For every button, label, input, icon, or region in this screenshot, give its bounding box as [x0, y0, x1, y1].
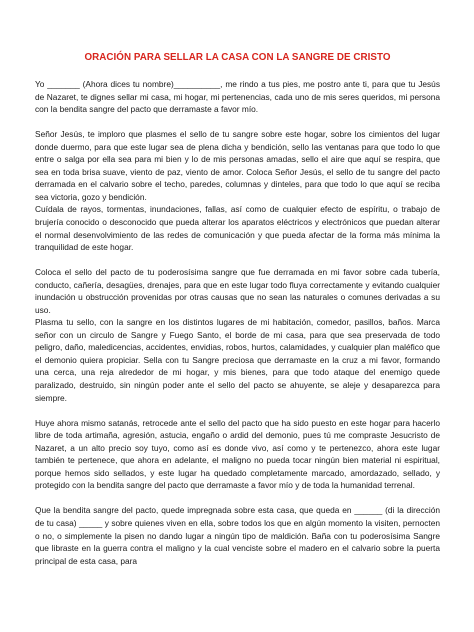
document-title: ORACIÓN PARA SELLAR LA CASA CON LA SANGRE DE CRISTO [84, 52, 391, 63]
paragraph-3: Cuídala de rayos, tormentas, inundaciones, fallas, así como de cualquier efecto de espíritu, o trabajo de brujería conocido o desconocido que pueda alterar los aparatos eléctricos y electrónicos que puedan alterar el normal desenvolvimiento de las redes de comunicación y que pueda afectar de la forma más mínima la tranquilidad de este hogar. [35, 204, 440, 253]
paragraph-7: Que la bendita sangre del pacto, quede impregnada sobre esta casa, que queda en ______ (di la dirección de tu casa) _____ y sobre quienes viven en ella, sobre todos los que en algún momento la visiten, pernocten o no, o simplemente la pisen no dando lugar a ningún tipo de maldición. Baña con tu poderosísima Sangre que libraste en la guerra contra el maligno y la cual venciste sobre el madero en el calvario sobre la puerta principal de esta casa, para [35, 505, 440, 566]
paragraph-1: Yo _______ (Ahora dices tu nombre)__________, me rindo a tus pies, me postro ante ti, para que tu Jesús de Nazaret, te dignes sellar mi casa, mi hogar, mi pertenencias, cada uno de mis seres queridos, mi persona con la bendita sangre del pacto que derramaste a favor mío. [35, 79, 440, 115]
paragraph-2: Señor Jesús, te imploro que plasmes el sello de tu sangre sobre este hogar, sobre los cimientos del lugar donde duermo, para que este lugar sea de plena dicha y bendición, sello las ventanas para que todo lo que entre o salga por ella sea para mi bien y lo de mis personas amadas, sello el aire que aquí se respira, que sea en toda brisa suave, viento de paz, viento de amor. Coloca Señor Jesús, el sello de tu sangre del pacto derramada en el calvario sobre el techo, paredes, columnas y dinteles, para que todo lo que aquí se reciba sea victoria, gozo y bendición. [35, 129, 440, 202]
paragraph-5: Plasma tu sello, con la sangre en los distintos lugares de mi habitación, comedor, pasillos, baños. Marca señor con un circulo de Sangre y Fuego Santo, el borde de mi casa, para que sea preservada de todo peligro, daño, maledicencias, accidentes, envidias, robos, hurtos, calamidades, y cualquier plan maléfico que el demonio quiera propiciar. Sella con tu Sangre preciosa que derramaste en la cruz a mi favor, formando una cerca, una reja alrededor de mi hogar, y mis bienes, para que todo ataque del enemigo quede paralizado, destruido, sin ningún poder ante el sello del pacto se ahuyente, se aleje y desaparezca para siempre. [35, 317, 440, 403]
paragraph-6: Huye ahora mismo satanás, retrocede ante el sello del pacto que ha sido puesto en este hogar para hacerlo libre de toda artimaña, agresión, astucia, engaño o ardid del demonio, pues tú me compraste Jesucristo de Nazaret, a un alto precio soy tuyo, como así es donde vivo, así como y te pertenezco, ahora este lugar también te pertenece, que ahora en adelante, el maligno no pueda tocar ningún bien material ni espiritual, porque hemos sido sellados, y este lugar ha quedado completamente marcado, amordazado, sellado, y protegido con la bendita sangre del pacto que derramaste a favor mío y de toda la humanidad terrenal. [35, 417, 440, 491]
paragraph-4: Coloca el sello del pacto de tu poderosísima sangre que fue derramada en mi favor sobre cada tubería, conducto, cañería, desagües, drenajes, para que en este lugar todo fluya correctamente y evitando cualquier inundación u obstrucción provenidas por otras causas que no sean las naturales o comunes derivadas a su uso. [35, 267, 440, 315]
